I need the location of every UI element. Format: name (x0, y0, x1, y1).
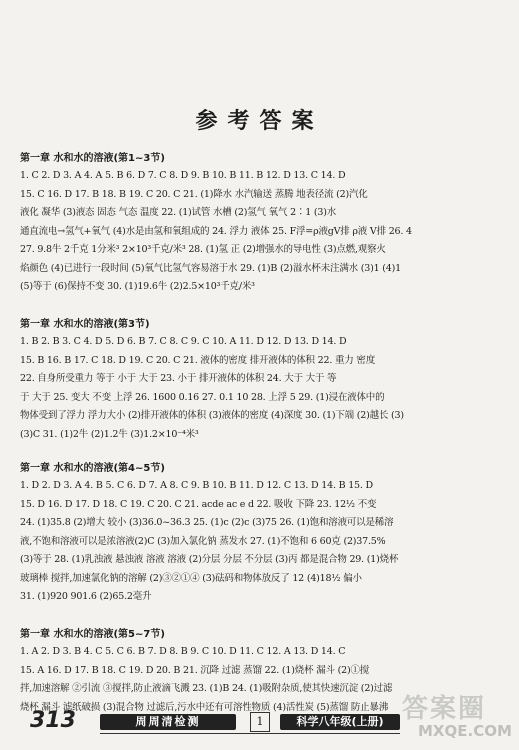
answer-line: 拌,加速溶解 ②引流 ③搅拌,防止液滴飞溅 23. (1)B 24. (1)吸附杂质,使其快速沉淀 (2)过滤 (20, 683, 393, 694)
watermark-url: MXQE.COM (418, 722, 512, 740)
watermark-text: 答案圈 (402, 694, 487, 724)
answer-line: 27. 9.8牛 2千克 1分米³ 2×10³千克/米³ 28. (1)氢 正 (2)增强水的导电性 (3)点燃,观察火 (20, 244, 386, 255)
answer-line: 1. B 2. B 3. C 4. D 5. D 6. B 7. C 8. C 9. C 10. A 11. D 12. D 13. D 14. D (20, 336, 347, 347)
section-heading: 第一章 水和水的溶液(第5~7节) (20, 629, 165, 640)
answer-line: 15. C 16. D 17. B 18. B 19. C 20. C 21. (1)降水 水汽输送 蒸腾 地表径流 (2)汽化 (20, 188, 368, 200)
page-number: 1 (250, 712, 270, 732)
answer-line: 于 大于 25. 变大 不变 上浮 26. 1600 0.16 27. 0.1 10 28. 上浮 5 29. (1)浸在液体中的 (20, 391, 385, 403)
section-heading: 第一章 水和水的溶液(第3节) (20, 319, 150, 330)
section-heading: 第一章 水和水的溶液(第4~5节) (20, 463, 165, 474)
answer-line: 液,不饱和溶液可以是浓溶液(2)C (3)加入氯化钠 蒸发水 27. (1)不饱和 6 60克 (2)37.5% (20, 535, 386, 547)
answer-line: 24. (1)35.8 (2)增大 较小 (3)36.0~36.3 25. (1)c (2)c (3)75 26. (1)饱和溶液可以是稀溶 (20, 517, 394, 528)
answer-line: 焰颜色 (4)已进行一段时间 (5)氧气比氢气容易溶于水 29. (1)B (2)溢水杯未注满水 (3)1 (4)1 (20, 262, 401, 274)
answer-line: 玻璃棒 搅拌,加速氯化钠的溶解 (2)③②①④ (3)砝码和物体放反了 12 (4)18½ 偏小 (20, 572, 362, 584)
answer-line: (3)等于 28. (1)乳浊液 悬浊液 溶液 溶液 (2)分层 分层 不分层 (3)丙 都是混合物 29. (1)烧杯 (20, 554, 399, 565)
answer-line: (3)C 31. (1)2牛 (2)1.2牛 (3)1.2×10⁻⁴米³ (20, 428, 199, 440)
section-2 (20, 316, 502, 444)
answer-line: 15. B 16. B 17. C 18. D 19. C 20. C 21. 液体的密度 排开液体的体积 22. 重力 密度 (20, 354, 375, 366)
footer-divider (100, 733, 400, 734)
page-title: 参考答案 (195, 109, 324, 134)
answer-line: 1. A 2. D 3. B 4. C 5. C 6. B 7. D 8. B 9. C 10. D 11. C 12. A 13. D 14. C (20, 646, 346, 657)
section-3 (20, 460, 502, 607)
subject-label: 科学八年级(上册) (280, 714, 400, 730)
series-name: 周周清检测 (100, 714, 236, 730)
section-1 (20, 150, 502, 297)
answer-line: 15. D 16. D 17. D 18. C 19. C 20. C 21. acde ac e d 22. 吸收 下降 23. 12½ 不变 (20, 498, 377, 510)
section-heading: 第一章 水和水的溶液(第1~3节) (20, 153, 165, 164)
publisher-logo: 313 (30, 708, 76, 733)
answer-line: 液化 凝华 (3)液态 固态 气态 温度 22. (1)试管 水槽 (2)氢气 氧气 2∶1 (3)水 (20, 207, 337, 218)
answer-line: (5)等于 (6)保持不变 30. (1)19.6牛 (2)2.5×10³千克/米³ (20, 281, 255, 292)
answer-line: 物体受到了浮力 浮力大小 (2)排开液体的体积 (3)液体的密度 (4)深度 30. (1)下端 (2)越长 (3) (20, 410, 404, 421)
answer-line: 15. A 16. D 17. B 18. C 19. D 20. B 21. 沉降 过滤 蒸馏 22. (1)烧杯 漏斗 (2)①搅 (20, 664, 370, 676)
answer-line: 烧杯 漏斗 滤纸破损 (3)混合物 过滤后,污水中还有可溶性物质 (4)活性炭 (5)蒸馏 防止暴沸 (20, 701, 389, 713)
answer-line: 通直流电→氢气+氧气 (4)水是由氢和氧组成的 24. 浮力 液体 25. F浮=ρ液gV排 ρ液 V排 26. 4 (20, 225, 412, 237)
answer-line: 22. 自身所受重力 等于 小于 大于 23. 小于 排开液体的体积 24. 大于 大于 等 (20, 373, 337, 384)
answer-line: 31. (1)920 901.6 (2)65.2毫升 (20, 591, 152, 602)
answer-line: 1. C 2. D 3. A 4. A 5. B 6. D 7. C 8. D 9. B 10. B 11. B 12. D 13. C 14. D (20, 170, 346, 181)
answer-line: 1. D 2. D 3. A 4. B 5. C 6. D 7. A 8. C 9. B 10. B 11. D 12. C 13. D 14. B 15. D (20, 480, 373, 491)
